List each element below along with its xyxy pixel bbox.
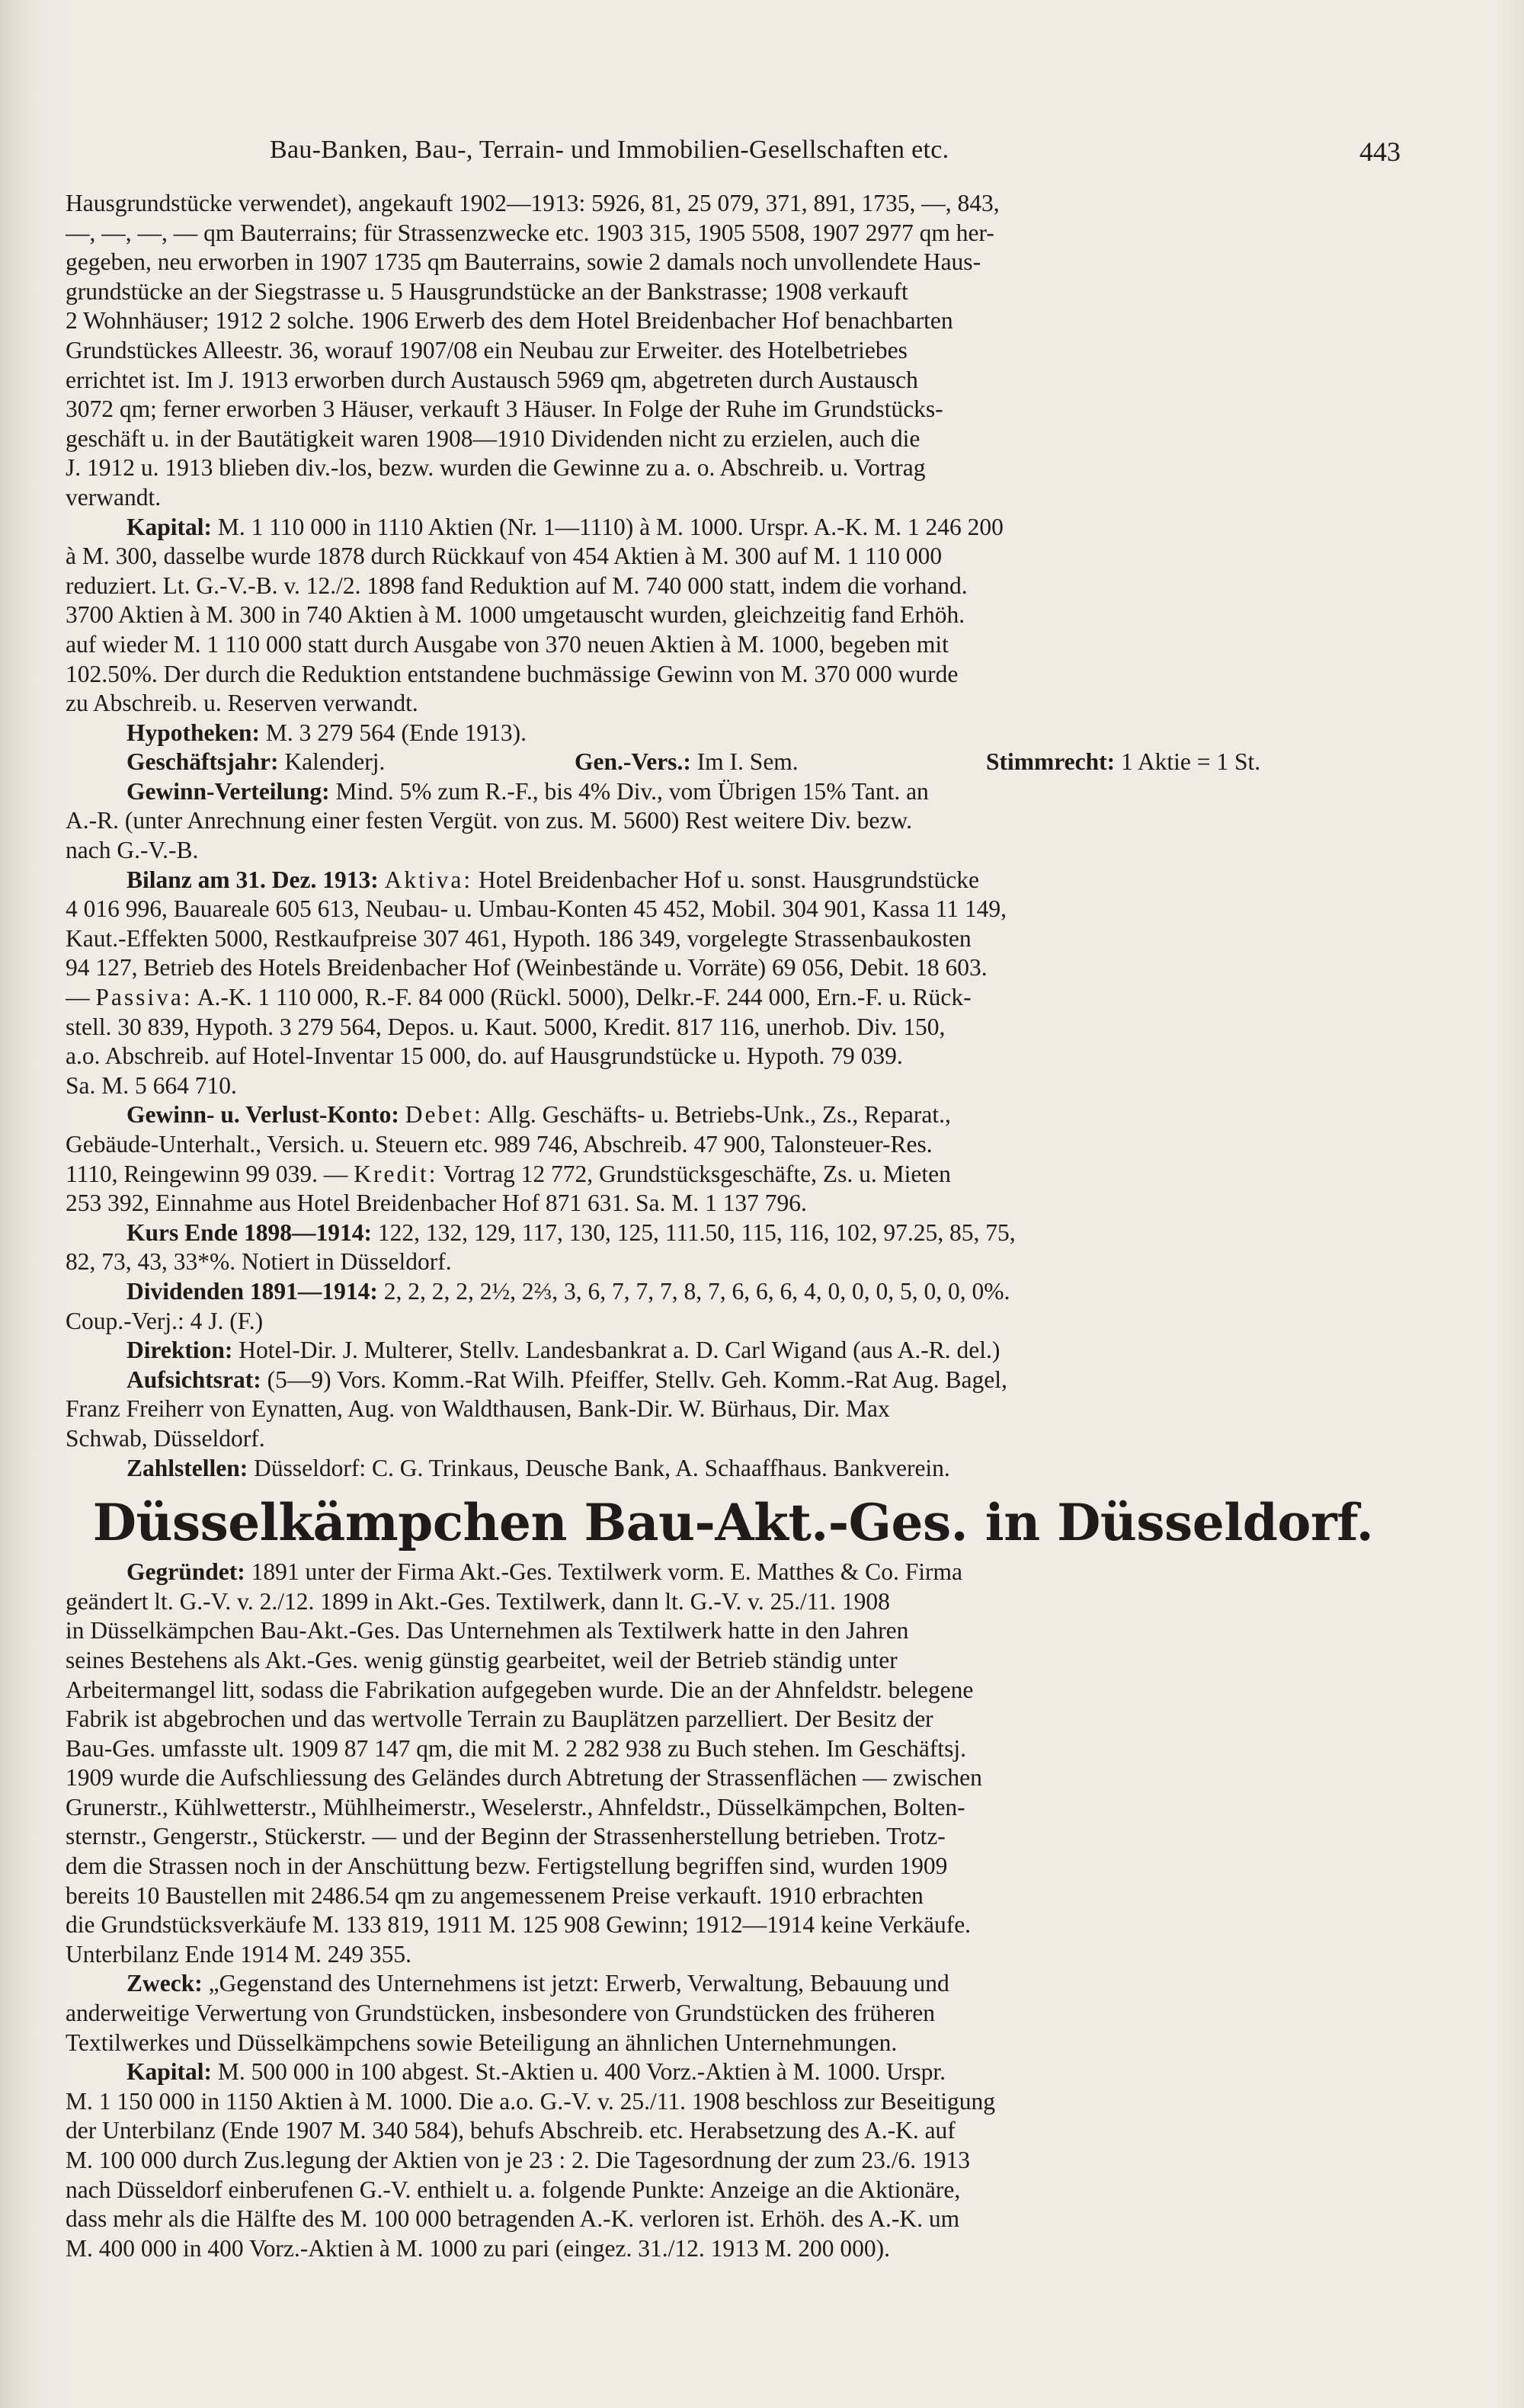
kapital2-text: M. 500 000 in 100 abgest. St.-Aktien u. 400 Vorz.-Aktien à M. 1000. Urspr. <box>217 2058 946 2086</box>
text-line: seines Bestehens als Akt.-Ges. wenig günstig gearbeitet, weil der Betrieb ständig unter <box>66 1646 898 1673</box>
kurs-entry <box>66 1218 1401 1248</box>
kurs-label: Kurs Ende 1898—1914: <box>126 1218 373 1246</box>
text-line: gegeben, neu erworben in 1907 1735 qm Bauterrains, sowie 2 damals noch unvollendete Haus- <box>66 248 981 276</box>
passiva-label: Passiva: <box>95 984 193 1011</box>
dividenden-text: 2, 2, 2, 2, 2½, 2⅔, 3, 6, 7, 7, 7, 8, 7, 6, 6, 6, 4, 0, 0, 0, 5, 0, 0, 0%. <box>383 1277 1010 1305</box>
text-line: Coup.-Verj.: 4 J. (F.) <box>66 1307 264 1334</box>
gewinnverteilung-entry <box>66 777 1401 807</box>
zweck-entry <box>66 1969 1401 1999</box>
kapital2-label: Kapital: <box>126 2058 213 2086</box>
text-line: 4 016 996, Bauareale 605 613, Neubau- u. Umbau-Konten 45 452, Mobil. 304 901, Kassa 11 149, <box>66 895 1007 923</box>
aktiva-label: Aktiva: <box>384 866 473 893</box>
dividenden-entry <box>66 1277 1401 1307</box>
text-line: der Unterbilanz (Ende 1907 M. 340 584), behufs Abschreib. etc. Herabsetzung des A.-K. auf <box>66 2117 956 2144</box>
bilanz-entry <box>66 866 1401 895</box>
text-line: 2 Wohnhäuser; 1912 2 solche. 1906 Erwerb des dem Hotel Breidenbacher Hof benachbarten <box>66 307 953 335</box>
text-line: errichtet ist. Im J. 1913 erworben durch Austausch 5969 qm, abgetreten durch Austausch <box>66 366 918 393</box>
text-line: Kaut.-Effekten 5000, Restkaufpreise 307 461, Hypoth. 186 349, vorgelegte Strassenbaukosten <box>66 924 972 952</box>
text-line: —, —, —, — qm Bauterrains; für Strassenzwecke etc. 1903 315, 1905 5508, 1907 2977 qm her- <box>66 219 994 246</box>
guv-entry <box>66 1100 1401 1130</box>
geschaeftsjahr-entry <box>66 748 1401 777</box>
guv-label: Gewinn- u. Verlust-Konto: <box>126 1101 399 1129</box>
text-line: 3700 Aktien à M. 300 in 740 Aktien à M. 1000 umgetauscht wurden, gleichzeitig fand Erhöh. <box>66 601 965 629</box>
text-line: 3072 qm; ferner erworben 3 Häuser, verkauft 3 Häuser. In Folge der Ruhe im Grundstücks- <box>66 395 943 423</box>
kapital-label: Kapital: <box>126 513 213 540</box>
text-line: Gebäude-Unterhalt., Versich. u. Steuern etc. 989 746, Abschreib. 47 900, Talonsteuer-Res. <box>66 1131 933 1158</box>
guv-line3-prefix: 1110, Reingewinn 99 039. — <box>66 1160 354 1187</box>
aufsichtsrat-label: Aufsichtsrat: <box>126 1366 261 1393</box>
text-line: dass mehr als die Hälfte des M. 100 000 betragenden A.-K. verloren ist. Erhöh. des A.-K. um <box>66 2205 960 2233</box>
direktion-text: Hotel-Dir. J. Multerer, Stellv. Landesbankrat a. D. Carl Wigand (aus A.-R. del.) <box>239 1337 1001 1364</box>
text-line: A.-R. (unter Anrechnung einer festen Vergüt. von zus. M. 5600) Rest weitere Div. bezw. <box>66 807 912 834</box>
guv-line3-rest: Vortrag 12 772, Grundstücksgeschäfte, Zs. u. Mieten <box>443 1160 951 1187</box>
text-line: 82, 73, 43, 33*%. Notiert in Düsseldorf. <box>66 1248 452 1276</box>
text-line: 94 127, Betrieb des Hotels Breidenbacher Hof (Weinbestände u. Vorräte) 69 056, Debit. 18 603. <box>66 954 988 981</box>
running-head-title: Bau-Banken, Bau-, Terrain- und Immobilien-Gesellschaften etc. <box>270 136 949 164</box>
text-line: a.o. Abschreib. auf Hotel-Inventar 15 000, do. auf Hausgrundstücke u. Hypoth. 79 039. <box>66 1042 903 1070</box>
text-line: sternstr., Gengerstr., Stückerstr. — und der Beginn der Strassenherstellung betrieben. Trotz- <box>66 1823 946 1850</box>
kredit-label: Kredit: <box>354 1160 438 1187</box>
text-line: auf wieder M. 1 110 000 statt durch Ausgabe von 370 neuen Aktien à M. 1000, begeben mit <box>66 630 949 658</box>
passiva-text: A.-K. 1 110 000, R.-F. 84 000 (Rückl. 5000), Delkr.-F. 244 000, Ern.-F. u. Rück- <box>197 984 972 1011</box>
text-line: grundstücke an der Siegstrasse u. 5 Hausgrundstücke an der Bankstrasse; 1908 verkauft <box>66 277 908 305</box>
text-line: verwandt. <box>66 483 162 511</box>
text-line: Arbeitermangel litt, sodass die Fabrikation aufgegeben wurde. Die an der Ahnfeldstr. belegene <box>66 1676 974 1703</box>
text-line: 253 392, Einnahme aus Hotel Breidenbacher Hof 871 631. Sa. M. 1 137 796. <box>66 1190 807 1217</box>
bilanz-label: Bilanz am 31. Dez. 1913: <box>126 866 379 893</box>
kapital2-entry <box>66 2057 1401 2087</box>
genvers-label: Gen.-Vers.: <box>575 748 691 776</box>
gegruendet-text: 1891 unter der Firma Akt.-Ges. Textilwerk vorm. E. Matthes & Co. Firma <box>251 1558 962 1586</box>
text-line: reduziert. Lt. G.-V.-B. v. 12./2. 1898 fand Reduktion auf M. 740 000 statt, indem die vorhand. <box>66 572 968 599</box>
text-line: Fabrik ist abgebrochen und das wertvolle Terrain zu Bauplätzen parzelliert. Der Besitz der <box>66 1705 933 1733</box>
text-line: 1909 wurde die Aufschliessung des Geländes durch Abtretung der Strassenflächen — zwischen <box>66 1764 982 1792</box>
text-line: Schwab, Düsseldorf. <box>66 1424 265 1452</box>
text-line: M. 400 000 in 400 Vorz.-Aktien à M. 1000 zu pari (eingez. 31./12. 1913 M. 200 000). <box>66 2234 890 2262</box>
zahlstellen-label: Zahlstellen: <box>126 1454 248 1481</box>
text-line: Franz Freiherr von Eynatten, Aug. von Waldthausen, Bank-Dir. W. Bürhaus, Dir. Max <box>66 1395 890 1423</box>
kredit-line <box>66 1160 1401 1190</box>
aufsichtsrat-entry <box>66 1366 1401 1395</box>
guv-text: Allg. Geschäfts- u. Betriebs-Unk., Zs., Reparat., <box>487 1101 951 1129</box>
hypotheken-text: M. 3 279 564 (Ende 1913). <box>265 719 527 746</box>
company-heading: Düsselkämpchen Bau-Akt.-Ges. in Düsseldorf. <box>92 1493 1374 1553</box>
text-line: stell. 30 839, Hypoth. 3 279 564, Depos. u. Kaut. 5000, Kredit. 817 116, unerhob. Div. 150, <box>66 1013 946 1040</box>
text-line: Unterbilanz Ende 1914 M. 249 355. <box>66 1940 412 1968</box>
text-line: M. 100 000 durch Zus.legung der Aktien von je 23 : 2. Die Tagesordnung der zum 23./6. 1913 <box>66 2147 971 2173</box>
direktion-entry <box>66 1336 1401 1366</box>
hypotheken-label: Hypotheken: <box>126 719 261 746</box>
geschaeftsjahr-text: Kalenderj. <box>284 748 386 776</box>
text-line: nach Düsseldorf einberufenen G.-V. enthielt u. a. folgende Punkte: Anzeige an die Aktionäre, <box>66 2176 961 2203</box>
gegruendet-label: Gegründet: <box>126 1558 245 1586</box>
zahlstellen-entry <box>66 1454 1401 1484</box>
text-line: geschäft u. in der Bautätigkeit waren 1908—1910 Dividenden nicht zu erzielen, auch die <box>66 424 920 452</box>
dividenden-label: Dividenden 1891—1914: <box>126 1277 378 1305</box>
aufsichtsrat-text: (5—9) Vors. Komm.-Rat Wilh. Pfeiffer, Stellv. Geh. Komm.-Rat Aug. Bagel, <box>267 1366 1007 1393</box>
hypotheken-entry <box>66 719 1401 748</box>
passiva-line <box>66 983 1401 1013</box>
text-line: Grundstückes Alleestr. 36, worauf 1907/08 ein Neubau zur Erweiter. des Hotelbetriebes <box>66 336 908 363</box>
text-line: J. 1912 u. 1913 blieben div.-los, bezw. wurden die Gewinne zu a. o. Abschreib. u. Vortrag <box>66 454 926 482</box>
kapital-text: M. 1 110 000 in 1110 Aktien (Nr. 1—1110) à M. 1000. Urspr. A.-K. M. 1 246 200 <box>217 513 1004 540</box>
bilanz-text: Hotel Breidenbacher Hof u. sonst. Hausgrundstücke <box>478 866 979 893</box>
passiva-dash: — <box>66 984 96 1011</box>
gegruendet-entry <box>66 1558 1401 1587</box>
running-head <box>66 136 1401 169</box>
text-line: in Düsselkämpchen Bau-Akt.-Ges. Das Unternehmen als Textilwerk hatte in den Jahren <box>66 1617 909 1644</box>
zweck-text: „Gegenstand des Unternehmens ist jetzt: Erwerb, Verwaltung, Bebauung und <box>208 1970 949 1997</box>
page-number: 443 <box>1359 136 1401 167</box>
text-line: Sa. M. 5 664 710. <box>66 1071 237 1099</box>
page-body <box>66 189 1401 2263</box>
kurs-text: 122, 132, 129, 117, 130, 125, 111.50, 115, 116, 102, 97.25, 85, 75, <box>377 1218 1016 1246</box>
text-line: dem die Strassen noch in der Anschüttung bezw. Fertigstellung begriffen sind, wurden 1909 <box>66 1852 948 1880</box>
text-line: nach G.-V.-B. <box>66 837 199 864</box>
text-line: Hausgrundstücke verwendet), angekauft 1902—1913: 5926, 81, 25 079, 371, 891, 1735, —, 843, <box>66 190 1000 216</box>
text-line: Textilwerkes und Düsselkämpchens sowie Beteiligung an ähnlichen Unternehmungen. <box>66 2029 898 2056</box>
text-line: 102.50%. Der durch die Reduktion entstandene buchmässige Gewinn von M. 370 000 wurde <box>66 660 959 687</box>
text-line: anderweitige Verwertung von Grundstücken, insbesondere von Grundstücken des früheren <box>66 2000 935 2027</box>
direktion-label: Direktion: <box>126 1337 233 1364</box>
text-line: M. 1 150 000 in 1150 Aktien à M. 1000. Die a.o. G.-V. v. 25./11. 1908 beschloss zur Beseitigung <box>66 2087 995 2115</box>
text-line: die Grundstücksverkäufe M. 133 819, 1911 M. 125 908 Gewinn; 1912—1914 keine Verkäufe. <box>66 1911 972 1939</box>
debet-label: Debet: <box>405 1101 483 1129</box>
text-line: Grunerstr., Kühlwetterstr., Mühlheimerstr., Weselerstr., Ahnfeldstr., Düsselkämpchen, Bolten- <box>66 1793 965 1820</box>
gewinnverteilung-label: Gewinn-Verteilung: <box>126 777 330 805</box>
text-line: bereits 10 Baustellen mit 2486.54 qm zu angemessenem Preise verkauft. 1910 erbrachten <box>66 1881 924 1909</box>
stimmrecht-label: Stimmrecht: <box>986 748 1116 776</box>
text-line: geändert lt. G.-V. v. 2./12. 1899 in Akt.-Ges. Textilwerk, dann lt. G.-V. v. 25./11. 1908 <box>66 1587 890 1615</box>
zweck-label: Zweck: <box>126 1970 203 1997</box>
text-line: zu Abschreib. u. Reserven verwandt. <box>66 690 418 717</box>
genvers-text: Im I. Sem. <box>696 748 799 776</box>
geschaeftsjahr-label: Geschäftsjahr: <box>126 748 279 776</box>
gewinnverteilung-text: Mind. 5% zum R.-F., bis 4% Div., vom Übrigen 15% Tant. an <box>335 777 929 805</box>
text-line: à M. 300, dasselbe wurde 1878 durch Rückkauf von 454 Aktien à M. 300 auf M. 1 110 000 <box>66 543 943 570</box>
stimmrecht-text: 1 Aktie = 1 St. <box>1121 748 1261 776</box>
zahlstellen-text: Düsseldorf: C. G. Trinkaus, Deusche Bank, A. Schaaffhaus. Bankverein. <box>254 1454 950 1481</box>
kapital-entry <box>66 513 1401 543</box>
text-line: Bau-Ges. umfasste ult. 1909 87 147 qm, die mit M. 2 282 938 zu Buch stehen. Im Geschäftsj. <box>66 1734 966 1762</box>
